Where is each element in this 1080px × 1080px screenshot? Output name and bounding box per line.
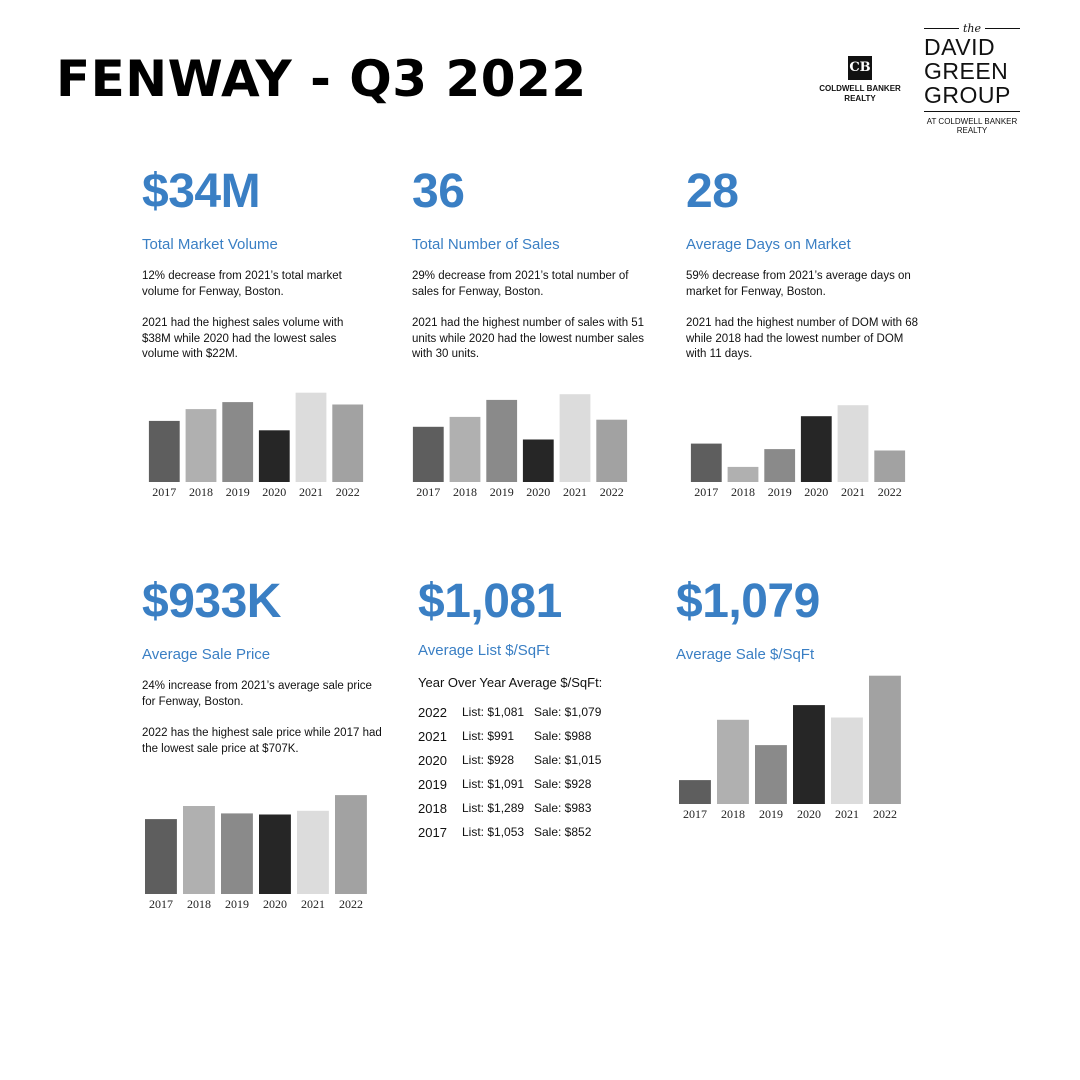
yoy-table-title: Year Over Year Average $/SqFt: bbox=[418, 675, 603, 690]
bar-2019 bbox=[221, 813, 253, 894]
page-title: FENWAY - Q3 2022 bbox=[56, 50, 587, 108]
table-cell-year: 2020 bbox=[418, 752, 447, 768]
stat-label: Average Sale Price bbox=[142, 646, 271, 663]
bar-2021 bbox=[296, 393, 327, 482]
dg-rule-left bbox=[924, 28, 959, 29]
tick-label-2019: 2019 bbox=[225, 485, 250, 499]
table-cell-list: List: $1,289 bbox=[462, 801, 525, 815]
stat-value: 28 bbox=[686, 165, 739, 218]
tick-label-2021: 2021 bbox=[563, 485, 587, 499]
cb-logo-text: COLDWELL BANKER REALTY bbox=[819, 84, 901, 103]
stat-label: Total Market Volume bbox=[142, 236, 278, 253]
tick-label-2017: 2017 bbox=[683, 807, 707, 821]
bar-2017 bbox=[679, 780, 711, 804]
table-cell-sale: Sale: $1,015 bbox=[534, 753, 602, 767]
cb-logo-icon: CB bbox=[848, 56, 872, 80]
stat-total-volume bbox=[142, 165, 372, 379]
stat-average-list-sqft bbox=[418, 575, 648, 844]
tick-label-2022: 2022 bbox=[599, 485, 624, 499]
tick-label-2018: 2018 bbox=[189, 485, 213, 499]
tick-label-2022: 2022 bbox=[877, 485, 902, 499]
stat-description bbox=[686, 269, 926, 363]
table-row bbox=[418, 796, 601, 820]
table-cell-sale: Sale: $983 bbox=[534, 801, 592, 815]
stat-desc-2: 2021 had the highest sales volume with $38M while 2020 had the lowest sales volume with $22M. bbox=[142, 317, 344, 360]
tick-label-2018: 2018 bbox=[731, 485, 755, 499]
stat-desc-1: 59% decrease from 2021’s average days on market for Fenway, Boston. bbox=[686, 270, 911, 298]
dg-rule-right bbox=[985, 28, 1020, 29]
stat-description bbox=[142, 679, 382, 757]
stat-desc-1: 24% increase from 2021’s average sale price for Fenway, Boston. bbox=[142, 680, 372, 708]
bar-2020 bbox=[523, 440, 554, 483]
bar-2019 bbox=[486, 400, 517, 482]
dg-name-line1: DAVID bbox=[924, 34, 996, 60]
table-cell-year: 2022 bbox=[418, 704, 447, 720]
table-row bbox=[418, 748, 601, 772]
bar-2020 bbox=[259, 430, 290, 482]
dg-subtitle: AT COLDWELL BANKER REALTY bbox=[926, 117, 1018, 135]
tick-label-2021: 2021 bbox=[299, 485, 323, 499]
dg-name-line2: GREEN bbox=[924, 58, 1009, 84]
bar-2019 bbox=[764, 449, 795, 482]
dg-the-text: the bbox=[963, 22, 982, 35]
stat-label: Average List $/SqFt bbox=[418, 642, 550, 659]
stat-value: $1,081 bbox=[418, 575, 562, 628]
tick-label-2017: 2017 bbox=[152, 485, 177, 499]
tick-label-2021: 2021 bbox=[301, 897, 325, 911]
tick-label-2019: 2019 bbox=[225, 897, 249, 911]
tick-label-2018: 2018 bbox=[187, 897, 211, 911]
stat-desc-1: 29% decrease from 2021’s total number of sales for Fenway, Boston. bbox=[412, 270, 629, 298]
tick-label-2022: 2022 bbox=[873, 807, 897, 821]
table-cell-sale: Sale: $988 bbox=[534, 729, 592, 743]
tick-label-2017: 2017 bbox=[416, 485, 441, 499]
stat-total-sales bbox=[412, 165, 648, 379]
bar-2017 bbox=[691, 444, 722, 482]
table-cell-sale: Sale: $1,079 bbox=[534, 705, 602, 719]
tick-label-2022: 2022 bbox=[335, 485, 360, 499]
table-cell-sale: Sale: $928 bbox=[534, 777, 592, 791]
bar-2020 bbox=[793, 705, 825, 804]
table-cell-year: 2019 bbox=[418, 776, 447, 792]
table-cell-list: List: $1,053 bbox=[462, 825, 525, 839]
table-cell-sale: Sale: $852 bbox=[534, 825, 592, 839]
bar-2017 bbox=[145, 819, 177, 894]
stat-label: Average Days on Market bbox=[686, 236, 851, 253]
tick-label-2020: 2020 bbox=[804, 485, 829, 499]
chart-dom bbox=[688, 380, 908, 502]
chart-sales bbox=[410, 380, 630, 502]
stat-label: Average Sale $/SqFt bbox=[676, 646, 815, 663]
stat-description bbox=[412, 269, 648, 363]
bar-2017 bbox=[149, 421, 180, 482]
stat-desc-2: 2022 has the highest sale price while 2017 had the lowest sale price at $707K. bbox=[142, 727, 382, 755]
tick-label-2019: 2019 bbox=[759, 807, 783, 821]
coldwell-banker-logo bbox=[814, 56, 906, 104]
tick-label-2020: 2020 bbox=[526, 485, 551, 499]
tick-label-2017: 2017 bbox=[149, 897, 173, 911]
bar-2020 bbox=[801, 416, 832, 482]
chart-sale-sqft bbox=[676, 662, 904, 822]
stat-average-sale-sqft bbox=[676, 575, 916, 663]
bar-2022 bbox=[332, 405, 363, 483]
table-row bbox=[418, 772, 601, 796]
tick-label-2021: 2021 bbox=[841, 485, 865, 499]
stat-value: $933K bbox=[142, 575, 281, 628]
stat-description bbox=[142, 269, 372, 363]
bar-2020 bbox=[259, 815, 291, 895]
table-cell-list: List: $928 bbox=[462, 753, 515, 767]
dg-rule-bottom bbox=[924, 111, 1020, 112]
dg-name-line3: GROUP bbox=[924, 82, 1011, 108]
stat-desc-1: 12% decrease from 2021’s total market volume for Fenway, Boston. bbox=[142, 270, 342, 298]
bar-2018 bbox=[450, 417, 481, 482]
chart-sale-price bbox=[142, 780, 370, 916]
tick-label-2019: 2019 bbox=[767, 485, 792, 499]
bar-2018 bbox=[186, 409, 217, 482]
bar-2022 bbox=[874, 451, 905, 483]
tick-label-2018: 2018 bbox=[721, 807, 745, 821]
table-cell-year: 2018 bbox=[418, 800, 447, 816]
stat-value: 36 bbox=[412, 165, 465, 218]
bar-2018 bbox=[728, 467, 759, 482]
table-row bbox=[418, 820, 601, 844]
bar-2021 bbox=[831, 718, 863, 805]
bar-2018 bbox=[717, 720, 749, 804]
table-cell-year: 2021 bbox=[418, 728, 447, 744]
bar-2019 bbox=[222, 402, 253, 482]
table-cell-list: List: $1,091 bbox=[462, 777, 525, 791]
bar-2022 bbox=[869, 676, 901, 804]
bar-2018 bbox=[183, 806, 215, 894]
tick-label-2020: 2020 bbox=[797, 807, 821, 821]
bar-2021 bbox=[560, 394, 591, 482]
tick-label-2020: 2020 bbox=[262, 485, 287, 499]
stat-label: Total Number of Sales bbox=[412, 236, 560, 253]
bar-2021 bbox=[838, 405, 869, 482]
stat-desc-2: 2021 had the highest number of sales with 51 units while 2020 had the lowest number sales with 30 units. bbox=[412, 317, 645, 360]
table-cell-list: List: $1,081 bbox=[462, 705, 525, 719]
tick-label-2020: 2020 bbox=[263, 897, 287, 911]
stat-value: $34M bbox=[142, 165, 261, 218]
table-row bbox=[418, 724, 601, 748]
david-green-group-logo bbox=[924, 22, 1020, 135]
table-row bbox=[418, 700, 601, 724]
tick-label-2021: 2021 bbox=[835, 807, 859, 821]
stat-days-on-market bbox=[686, 165, 926, 379]
tick-label-2022: 2022 bbox=[339, 897, 363, 911]
stat-value: $1,079 bbox=[676, 575, 820, 628]
bar-2017 bbox=[413, 427, 444, 482]
tick-label-2017: 2017 bbox=[694, 485, 719, 499]
bar-2022 bbox=[335, 795, 367, 894]
tick-label-2019: 2019 bbox=[489, 485, 514, 499]
stat-desc-2: 2021 had the highest number of DOM with 68 while 2018 had the lowest number of DOM with 11 days. bbox=[686, 317, 919, 360]
yoy-sqft-table bbox=[418, 700, 601, 844]
bar-2022 bbox=[596, 420, 627, 482]
tick-label-2018: 2018 bbox=[453, 485, 477, 499]
table-cell-year: 2017 bbox=[418, 824, 447, 840]
stat-average-sale-price bbox=[142, 575, 382, 773]
bar-2021 bbox=[297, 811, 329, 894]
chart-volume bbox=[146, 380, 366, 502]
bar-2019 bbox=[755, 745, 787, 804]
table-cell-list: List: $991 bbox=[462, 729, 515, 743]
